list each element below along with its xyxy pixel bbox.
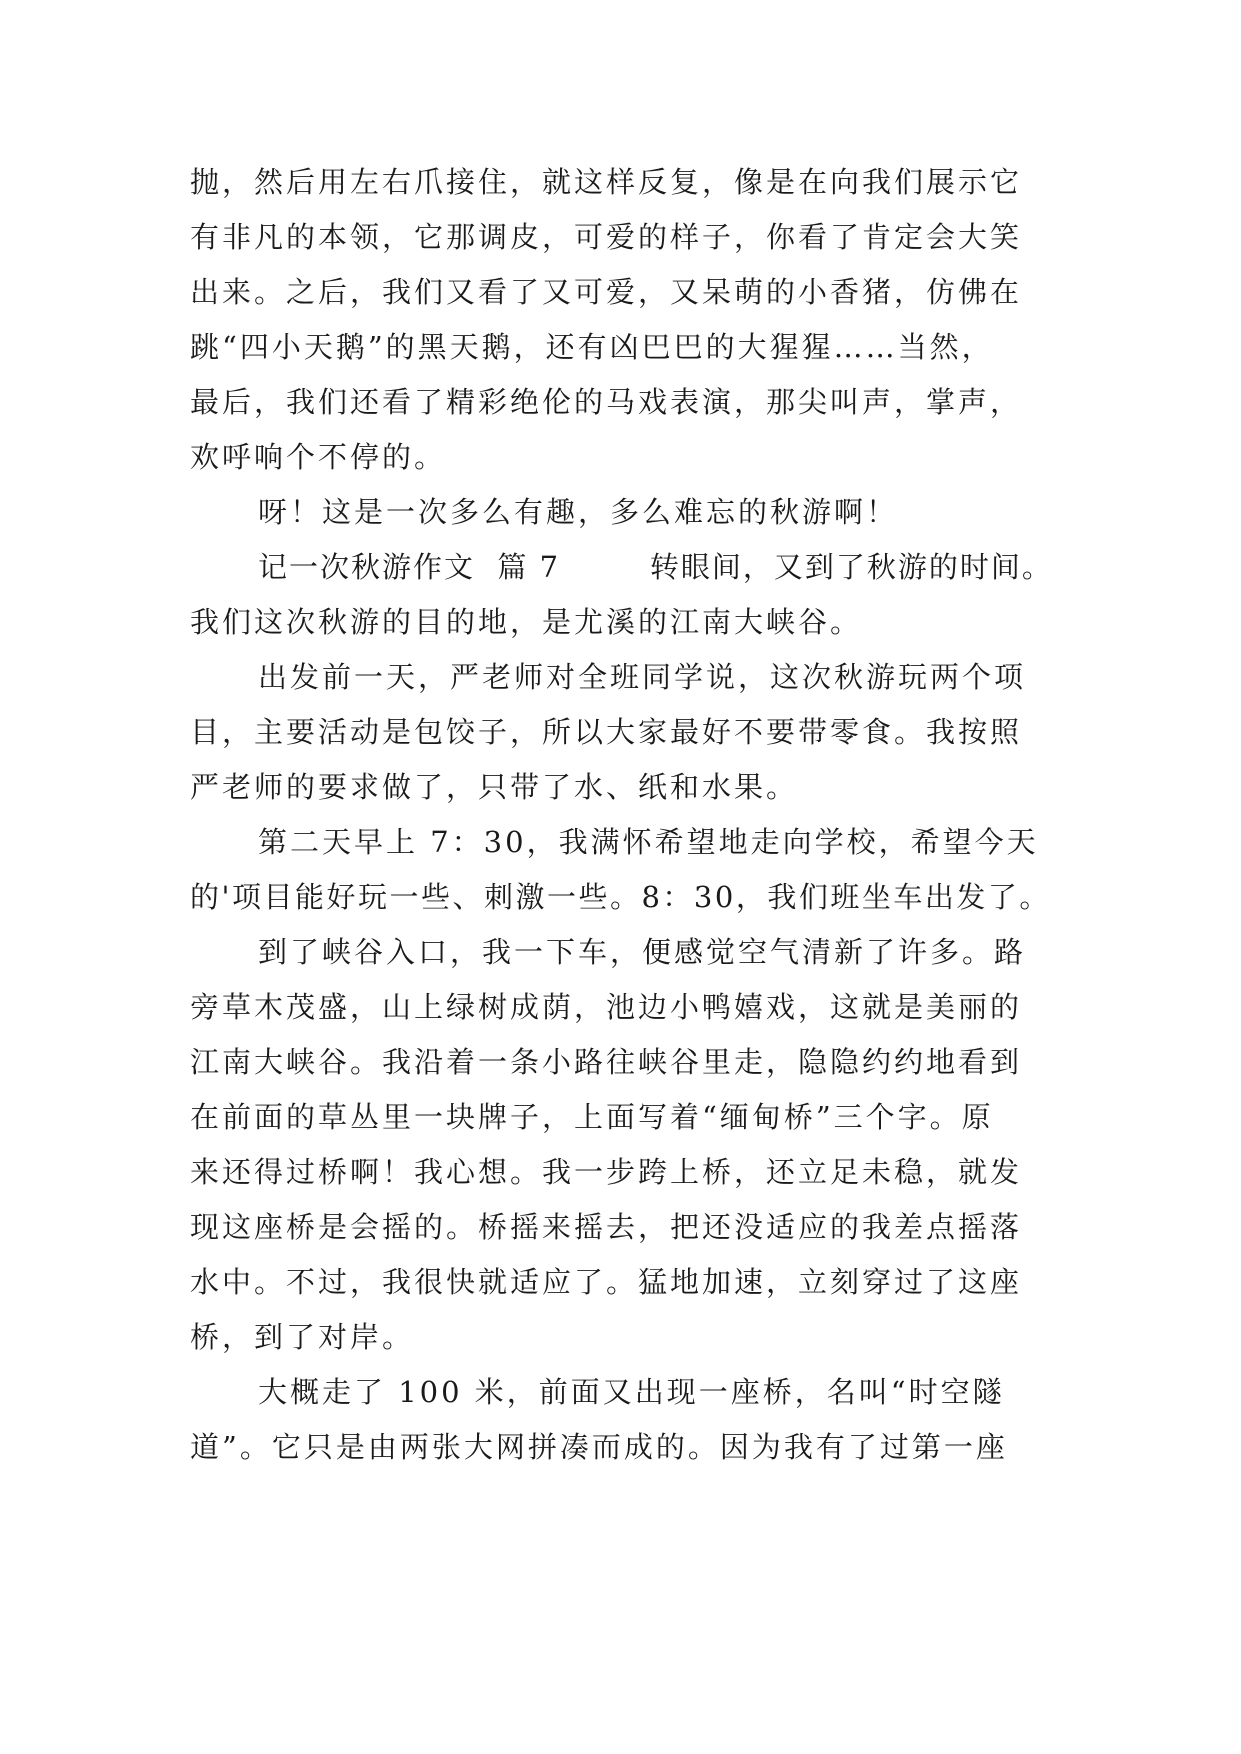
text-line: 抛，然后用左右爪接住，就这样反复，像是在向我们展示它: [190, 165, 1023, 199]
text-line: 有非凡的本领，它那调皮，可爱的样子，你看了肯定会大笑: [190, 220, 1023, 254]
text-line: 严老师的要求做了，只带了水、纸和水果。: [190, 770, 799, 804]
text-line: 的'项目能好玩一些、刺激一些。8：30，我们班坐车出发了。: [190, 880, 1051, 914]
text-line: 现这座桥是会摇的。桥摇来摇去，把还没适应的我差点摇落: [190, 1210, 1023, 1244]
text-line: 出发前一天，严老师对全班同学说，这次秋游玩两个项: [258, 660, 1027, 694]
text-line: 旁草木茂盛，山上绿树成荫，池边小鸭嬉戏，这就是美丽的: [190, 990, 1023, 1024]
text-line: 欢呼响个不停的。: [190, 440, 447, 474]
text-line: 目，主要活动是包饺子，所以大家最好不要带零食。我按照: [190, 715, 1023, 749]
text-line: 到了峡谷入口，我一下车，便感觉空气清新了许多。路: [258, 935, 1027, 969]
text-line: 江南大峡谷。我沿着一条小路往峡谷里走，隐隐约约地看到: [190, 1045, 1023, 1079]
article-heading-line: 记一次秋游作文 篇 7 转眼间，又到了秋游的时间。: [258, 550, 1053, 584]
text-line: 大概走了 100 米，前面又出现一座桥，名叫“时空隧: [258, 1375, 1005, 1409]
text-line: 我们这次秋游的目的地，是尤溪的江南大峡谷。: [190, 605, 863, 639]
text-line: 呀！这是一次多么有趣，多么难忘的秋游啊！: [258, 495, 899, 529]
text-line: 跳“四小天鹅”的黑天鹅，还有凶巴巴的大猩猩……当然，: [190, 330, 994, 364]
text-line: 出来。之后，我们又看了又可爱，又呆萌的小香猪，仿佛在: [190, 275, 1023, 309]
text-line: 来还得过桥啊！我心想。我一步跨上桥，还立足未稳，就发: [190, 1155, 1023, 1189]
text-line: 在前面的草丛里一块牌子，上面写着“缅甸桥”三个字。原: [190, 1100, 994, 1134]
text-line: 第二天早上 7：30，我满怀希望地走向学校，希望今天: [258, 825, 1039, 859]
text-line: 桥，到了对岸。: [190, 1320, 415, 1354]
text-line: 最后，我们还看了精彩绝伦的马戏表演，那尖叫声，掌声，: [190, 385, 1023, 419]
text-line: 水中。不过，我很快就适应了。猛地加速，立刻穿过了这座: [190, 1265, 1023, 1299]
text-line: 道”。它只是由两张大网拼凑而成的。因为我有了过第一座: [190, 1430, 1008, 1464]
